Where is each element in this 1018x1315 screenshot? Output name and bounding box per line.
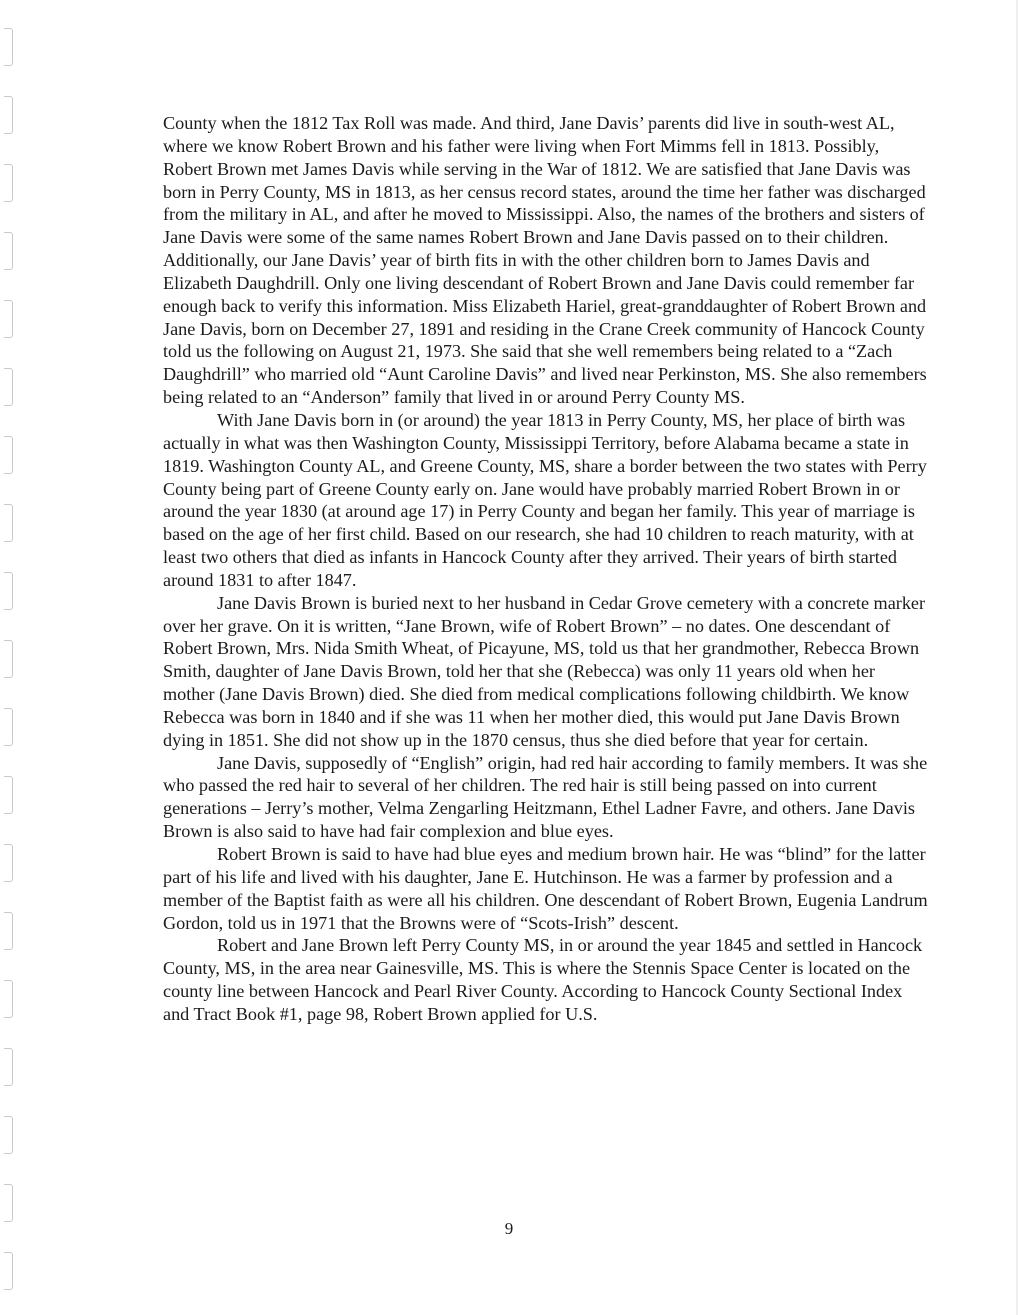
paragraph: With Jane Davis born in (or around) the year 1813 in Perry County, MS, her place of birth was actually in what was then Washington County, Mississippi Territory, before Alabama became a state in 1819. Washington County AL, and Greene County, MS, share a border between the two states with Perry County being part of Greene County early on. Jane would have probably married Robert Brown in or around the year 1830 (at around age 17) in Perry County and began her family. This year of marriage is based on the age of her first child. Based on our research, she had 10 children to reach maturity, with at least two others that died as infants in Hancock County after they arrived. Their years of birth started around 1831 to after 1847. — [163, 409, 927, 590]
binder-hole-strip — [0, 0, 22, 1315]
paragraph: Robert and Jane Brown left Perry County MS, in or around the year 1845 and settled in Hancock County, MS, in the area near Gainesville, MS. This is where the Stennis Space Center is located on the county line between Hancock and Pearl River County. According to Hancock County Sectional Index and Tract Book #1, page 98, Robert Brown applied for U.S. — [163, 935, 923, 1024]
page-number: 9 — [504, 1219, 514, 1238]
binder-hole — [4, 28, 13, 66]
binder-hole — [4, 776, 13, 814]
binder-hole — [4, 300, 13, 338]
paragraph: County when the 1812 Tax Roll was made. And third, Jane Davis’ parents did live in south-west AL, where we know Robert Brown and his father were living when Fort Mimms fell in 1813. Possibly, Robert Brown met James Davis while serving in the War of 1812. We are satisfied that Jane Davis was born in Perry County, MS in 1813, as her census record states, around the time her father was discharged from the military in AL, and after he moved to Mississippi. Also, the names of the brothers and sisters of Jane Davis were some of the same names Robert Brown and Jane Davis passed on to their children. Additionally, our Jane Davis’ year of birth fits in with the other children born to James Davis and Elizabeth Daughdrill. Only one living descendant of Robert Brown and Jane Davis could remember far enough back to verify this information. Miss Elizabeth Hariel, great-granddaughter of Robert Brown and Jane Davis, born on December 27, 1891 and residing in the Crane Creek community of Hancock County told us the following on August 21, 1973. She said that she well remembers being related to a “Zach Daughdrill” who married old “Aunt Caroline Davis” and lived near Perkinston, MS. She also remembers being related to an “Anderson” family that lived in or around Perry County MS. — [163, 113, 927, 408]
binder-hole — [4, 96, 13, 134]
binder-hole — [4, 368, 13, 406]
document-body — [163, 112, 929, 1026]
binder-hole — [4, 1048, 13, 1086]
paragraph: Jane Davis, supposedly of “English” origin, had red hair according to family members. It was she who passed the red hair to several of her children. The red hair is still being passed on into current generations – Jerry’s mother, Velma Zengarling Heitzmann, Ethel Ladner Favre, and others. Jane Davis Brown is also said to have had fair complexion and blue eyes. — [163, 752, 928, 842]
binder-hole — [4, 708, 13, 746]
paragraph: Robert Brown is said to have had blue eyes and medium brown hair. He was “blind” for the latter part of his life and lived with his daughter, Jane E. Hutchinson. He was a farmer by profession and a member of the Baptist faith as were all his children. One descendant of Robert Brown, Eugenia Landrum Gordon, told us in 1971 that the Browns were of “Scots-Irish” descent. — [163, 844, 928, 933]
binder-hole — [4, 572, 13, 610]
binder-hole — [4, 980, 13, 1018]
binder-hole — [4, 504, 13, 542]
paragraph: Jane Davis Brown is buried next to her husband in Cedar Grove cemetery with a concrete marker over her grave. On it is written, “Jane Brown, wife of Robert Brown” – no dates. One descendant of Robert Brown, Mrs. Nida Smith Wheat, of Picayune, MS, told us that her grandmother, Rebecca Brown Smith, daughter of Jane Davis Brown, told her that she (Rebecca) was only 11 years old when her mother (Jane Davis Brown) died. She died from medical complications following childbirth. We know Rebecca was born in 1840 and if she was 11 when her mother died, this would put Jane Davis Brown dying in 1851. She did not show up in the 1870 census, thus she died before that year for certain. — [163, 592, 926, 750]
binder-hole — [4, 1252, 13, 1290]
binder-hole — [4, 1184, 13, 1222]
binder-hole — [4, 912, 13, 950]
binder-hole — [4, 1116, 13, 1154]
binder-hole — [4, 640, 13, 678]
binder-hole — [4, 844, 13, 882]
binder-hole — [4, 232, 13, 270]
binder-hole — [4, 164, 13, 202]
binder-hole — [4, 436, 13, 474]
